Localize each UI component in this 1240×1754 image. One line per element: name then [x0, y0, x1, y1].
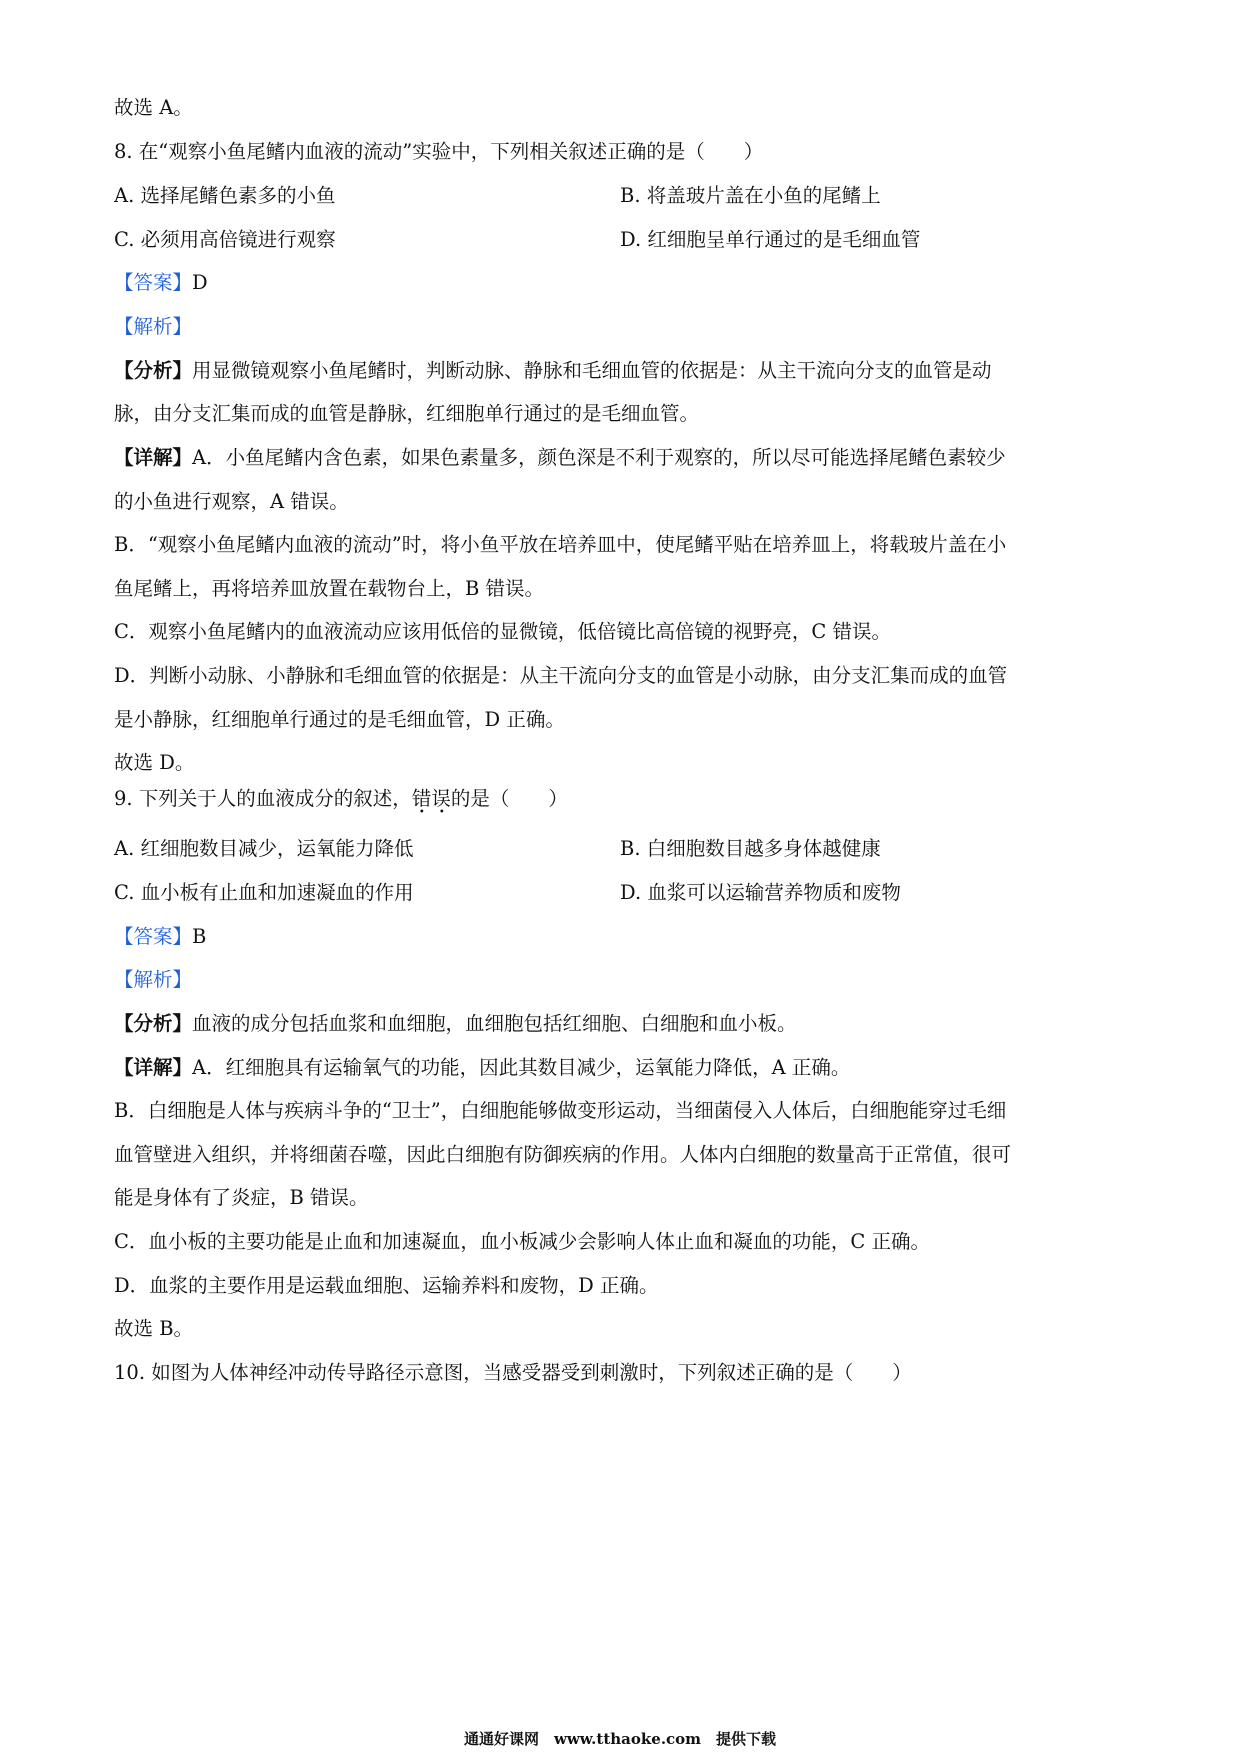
q8-option-d: D. 红细胞呈单行通过的是毛细血管 — [620, 228, 921, 251]
q9-xiangjie-line-1 — [114, 1056, 850, 1080]
q7-conclusion: 故选 A。 — [114, 96, 193, 119]
q9-option-d: D. 血浆可以运输营养物质和废物 — [620, 881, 901, 904]
analysis-tag: 【解析】 — [114, 315, 193, 338]
fenxi-tag: 【分析】 — [114, 359, 193, 382]
q8-c-line-1: C．观察小鱼尾鳍内的血液流动应该用低倍的显微镜，低倍镜比高倍镜的视野亮，C 错误。 — [114, 620, 892, 643]
q9-analysis-tag — [114, 968, 192, 992]
q8-fenxi-line-2: 脉，由分支汇集而成的血管是静脉，红细胞单行通过的是毛细血管。 — [114, 402, 700, 425]
q9-d-line-1: D．血浆的主要作用是运载血细胞、运输养料和废物，D 正确。 — [114, 1274, 659, 1297]
q9-conclusion: 故选 B。 — [114, 1317, 194, 1340]
q9-answer — [114, 925, 206, 949]
xiangjie-tag: 【详解】 — [114, 1056, 193, 1079]
answer-tag: 【答案】 — [114, 271, 193, 294]
q10-stem: 10. 如图为人体神经冲动传导路径示意图，当感受器受到刺激时，下列叙述正确的是（ ） — [114, 1361, 912, 1384]
analysis-tag: 【解析】 — [114, 968, 193, 991]
q9-option-a: A. 红细胞数目减少，运氧能力降低 — [114, 837, 414, 860]
fenxi-tag: 【分析】 — [114, 1012, 193, 1035]
q9-stem-suffix: 的是（ ） — [450, 787, 568, 810]
q9-option-b: B. 白细胞数目越多身体越健康 — [620, 837, 881, 860]
q9-c-line-1: C．血小板的主要功能是止血和加速凝血，血小板减少会影响人体止血和凝血的功能，C 正确。 — [114, 1230, 931, 1253]
fenxi-text: 血液的成分包括血浆和血细胞，血细胞包括红细胞、白细胞和血小板。 — [192, 1012, 797, 1035]
xiangjie-tag: 【详解】 — [114, 446, 193, 469]
q8-d-line-2: 是小静脉，红细胞单行通过的是毛细血管，D 正确。 — [114, 708, 565, 731]
q8-xiangjie-line-1 — [114, 446, 1006, 470]
page-footer: 通通好课网 www.tthaoke.com 提供下载 — [463, 1730, 777, 1748]
q8-xiangjie-line-2: 的小鱼进行观察，A 错误。 — [114, 490, 349, 513]
q9-fenxi-line-1 — [114, 1012, 797, 1036]
fenxi-text: 用显微镜观察小鱼尾鳍时，判断动脉、静脉和毛细血管的依据是：从主干流向分支的血管是动 — [192, 359, 992, 382]
answer-tag: 【答案】 — [114, 925, 193, 948]
q8-analysis-tag — [114, 315, 192, 339]
emphasis-dot: • — [418, 807, 425, 818]
q9-stem-emphasis — [411, 787, 451, 818]
q9-stem — [114, 787, 568, 818]
q8-stem: 8. 在“观察小鱼尾鳍内血液的流动”实验中，下列相关叙述正确的是（ ） — [114, 140, 764, 163]
q9-b-line-1: B．白细胞是人体与疾病斗争的“卫士”，白细胞能够做变形运动，当细菌侵入人体后，白细胞能穿过毛细 — [114, 1099, 1007, 1122]
q8-b-line-1: B．“观察小鱼尾鳍内血液的流动”时，将小鱼平放在培养皿中，使尾鳍平贴在培养皿上，将载玻片盖在小 — [114, 533, 1007, 556]
q8-fenxi-line-1 — [114, 359, 992, 383]
q8-option-c: C. 必须用高倍镜进行观察 — [114, 228, 336, 251]
q8-conclusion: 故选 D。 — [114, 751, 195, 774]
q9-option-c: C. 血小板有止血和加速凝血的作用 — [114, 881, 414, 904]
q8-answer — [114, 271, 208, 295]
q8-b-line-2: 鱼尾鳍上，再将培养皿放置在载物台上，B 错误。 — [114, 577, 545, 600]
q9-b-line-3: 能是身体有了炎症，B 错误。 — [114, 1186, 369, 1209]
xiangjie-text: A．小鱼尾鳍内含色素，如果色素量多，颜色深是不利于观察的，所以尽可能选择尾鳍色素较少 — [192, 446, 1006, 469]
q9-b-line-2: 血管壁进入组织，并将细菌吞噬，因此白细胞有防御疾病的作用。人体内白细胞的数量高于正常值，很可 — [114, 1143, 1012, 1166]
emphasis-dot: • — [438, 807, 445, 818]
q8-option-b: B. 将盖玻片盖在小鱼的尾鳍上 — [620, 184, 881, 207]
answer-value: B — [192, 925, 207, 948]
xiangjie-text: A．红细胞具有运输氧气的功能，因此其数目减少，运氧能力降低，A 正确。 — [192, 1056, 851, 1079]
q8-option-a: A. 选择尾鳍色素多的小鱼 — [114, 184, 336, 207]
answer-value: D — [192, 271, 208, 294]
q9-stem-prefix: 9. 下列关于人的血液成分的叙述， — [114, 787, 412, 810]
q9-stem-emphasis-text: 错误 — [411, 787, 451, 810]
q8-d-line-1: D．判断小动脉、小静脉和毛细血管的依据是：从主干流向分支的血管是小动脉，由分支汇集而成的血管 — [114, 664, 1008, 687]
